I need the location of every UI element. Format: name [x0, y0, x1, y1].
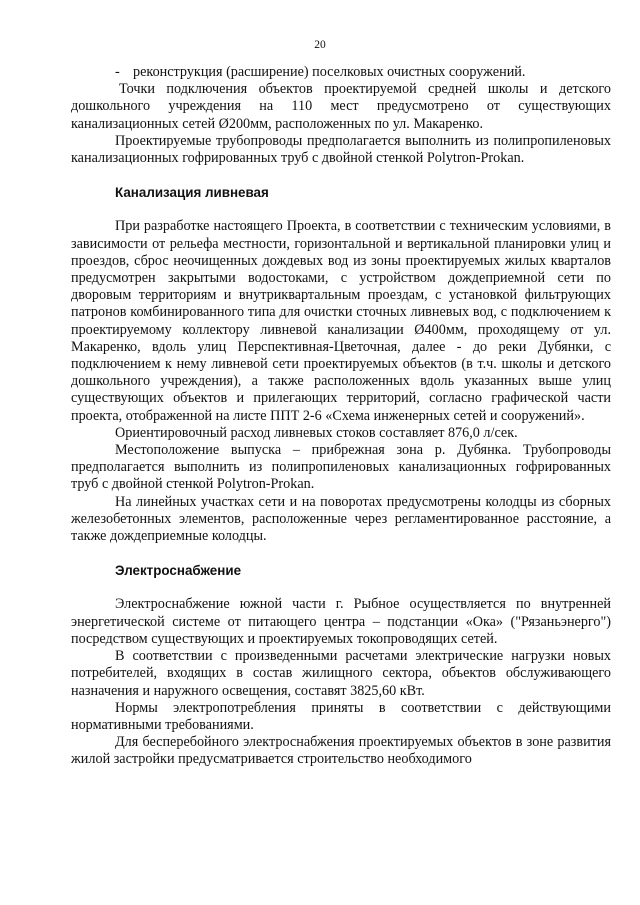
bullet-dash: - [115, 64, 120, 80]
paragraph-storm-outlet: Местоположение выпуска – прибрежная зона р. Дубянка. Трубопроводы предполагается выполнить из полипропиленовых канализационных гофрированных труб с двойной стенкой Polytron-Prokan. [71, 442, 611, 493]
paragraph-storm-main: При разработке настоящего Проекта, в соответствии с техническим условиями, в зависимости от рельефа местности, горизонтальной и вертикальной планировки улиц и проездов, сброс неочищенных дождевых вод из зоны проектируемых жилых кварталов предусмотрен закрытыми водостоками, с устройством дождеприемной сети по дворовым территориям и внутриквартальным проездам, с установкой фильтрующих патронов комбинированного типа для очистки сточных ливневых вод, с подключением к проектируемому коллектору ливневой канализации Ø400мм, проходящему от ул. Макаренко, вдоль улиц Перспективная-Цветочная, далее - до реки Дубянки, с подключением к нему ливневой сети проектируемых объектов (в т.ч. школы и детского дошкольного учреждения), а также расположенных вдоль указанных выше улиц существующих объектов и прилегающих территорий, согласно графической части проекта, отображенной на листе ППТ 2-6 «Схема инженерных сетей и сооружений». [71, 218, 611, 424]
paragraph-storm-flow: Ориентировочный расход ливневых стоков составляет 876,0 л/сек. [115, 424, 518, 441]
page-content [71, 64, 611, 769]
section-heading-storm-sewer: Канализация ливневая [115, 185, 269, 201]
paragraph-power-norms: Нормы электропотребления приняты в соответствии с действующими нормативными требованиями. [71, 699, 611, 733]
page-number: 20 [314, 39, 326, 51]
paragraph-pipes: Проектируемые трубопроводы предполагается выполнить из полипропиленовых канализационных гофрированных труб с двойной стенкой Polytron-Prokan. [71, 132, 611, 167]
list-item [71, 64, 611, 81]
paragraph-connection: Точки подключения объектов проектируемой средней школы и детского дошкольного учреждения на 110 мест предусмотрено от существующих канализационных сетей Ø200мм, расположенных по ул. Макаренко. [71, 81, 611, 132]
list-item-text: реконструкция (расширение) поселковых очистных сооружений. [133, 64, 526, 80]
paragraph-power-load: В соответствии с произведенными расчетами электрические нагрузки новых потребителей, входящих в состав жилищного сектора, объектов обслуживающего назначения и наружного освещения, составят 3825,60 кВт. [71, 648, 611, 699]
paragraph-power-supply: Для бесперебойного электроснабжения проектируемых объектов в зоне развития жилой застройки предусматривается строительство необходимого [71, 734, 611, 768]
section-heading-power-supply: Электроснабжение [115, 563, 242, 579]
paragraph-power-main: Электроснабжение южной части г. Рыбное осуществляется по внутренней энергетической системе от питающего центра – подстанции «Ока» ("Рязаньэнерго") посредством существующих и проектируемых токопроводящих сетей. [71, 596, 611, 647]
paragraph-storm-wells: На линейных участках сети и на поворотах предусмотрены колодцы из сборных железобетонных элементов, расположенные через регламентированное расстояние, а также дождеприемные колодцы. [71, 493, 611, 545]
